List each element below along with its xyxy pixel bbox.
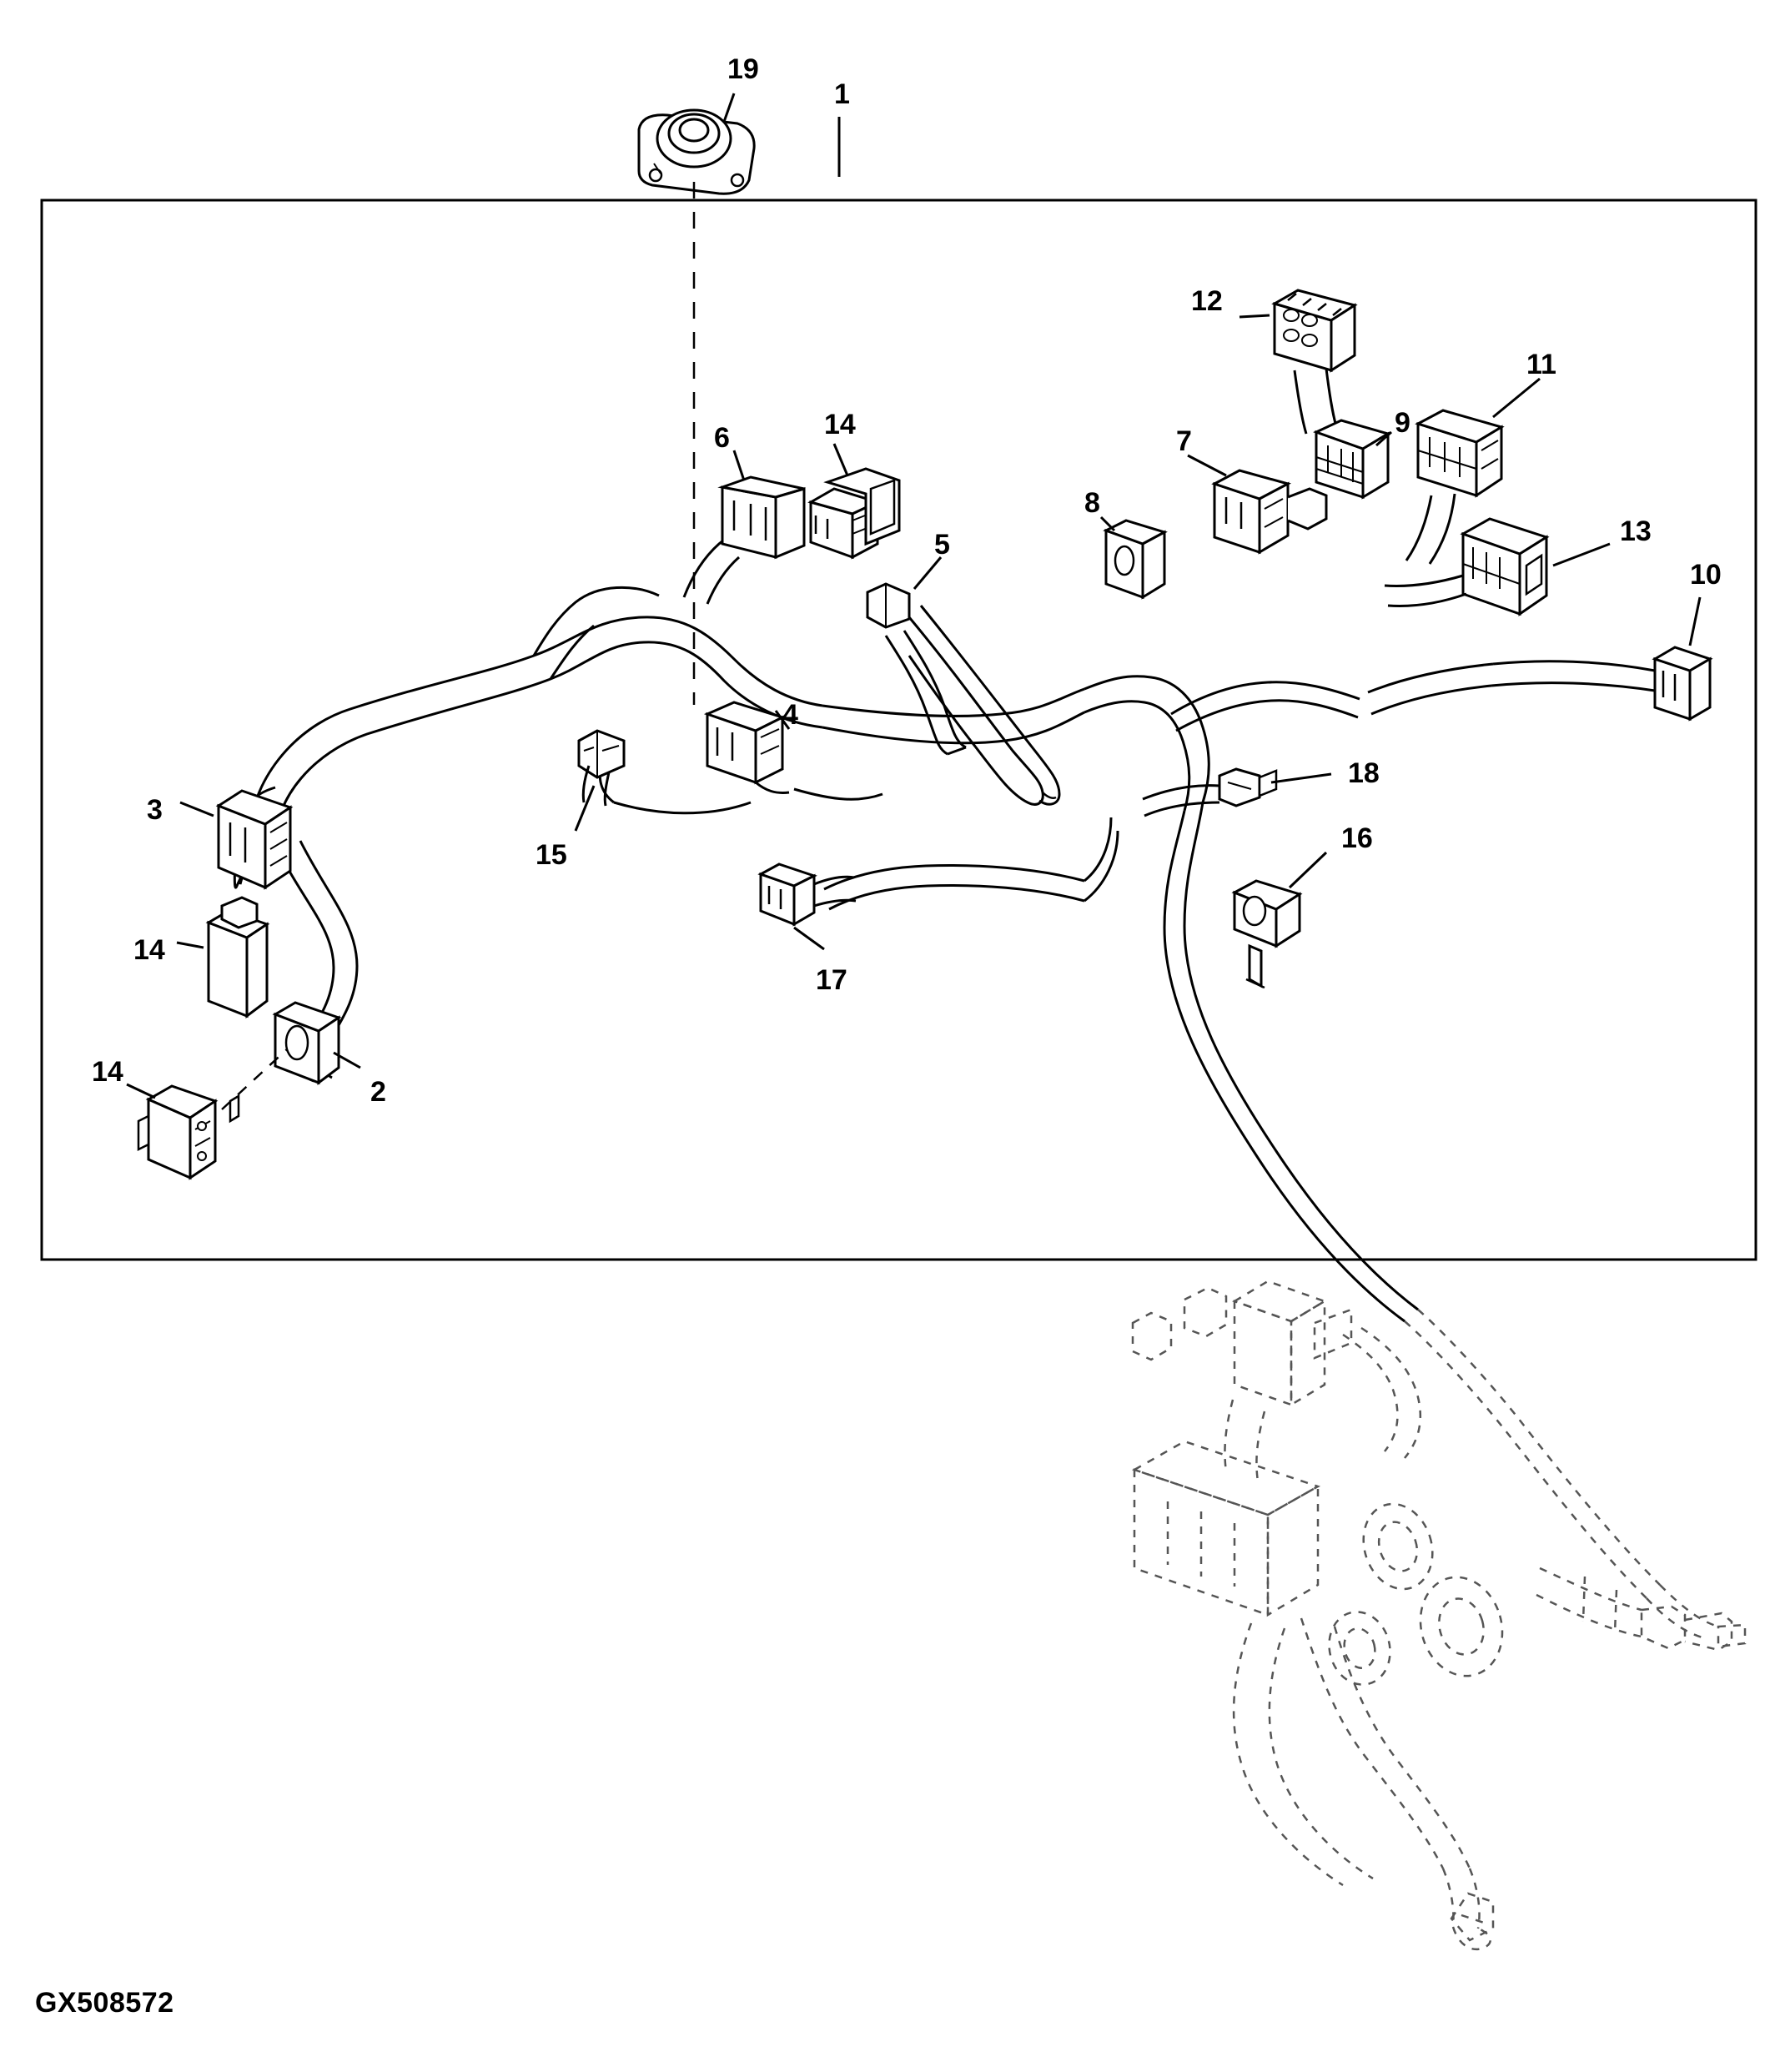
callout-14-upper: 14: [824, 409, 856, 440]
leader-line-16: [1290, 852, 1326, 888]
leader-line-6: [734, 450, 744, 480]
callout-10: 10: [1690, 559, 1722, 591]
blade-terminal: [1219, 769, 1276, 806]
leader-line-11: [1493, 379, 1540, 417]
callout-11: 11: [1526, 349, 1556, 380]
mid-relay-connector: [707, 702, 789, 793]
small-grid-connector: [1316, 420, 1388, 497]
callout-17: 17: [816, 964, 847, 996]
callout-2: 2: [370, 1076, 386, 1108]
leader-line-3: [180, 802, 214, 816]
callout-8: 8: [1084, 487, 1100, 519]
relay-socket-left: [722, 477, 804, 557]
leader-line-14-bottom: [127, 1084, 155, 1098]
clamp-sensor: [1234, 881, 1300, 988]
callout-12: 12: [1191, 285, 1223, 317]
callout-6: 6: [714, 422, 730, 454]
leader-line-18: [1271, 774, 1331, 782]
multi-cavity-connector: [1385, 519, 1546, 614]
round-socket-connector: [275, 1003, 339, 1083]
leader-line-10: [1690, 597, 1700, 646]
inline-fuse-holder: [867, 584, 1059, 804]
callout-1: 1: [834, 78, 850, 110]
callout-9: 9: [1395, 407, 1410, 439]
black-multi-pin-connector: [1275, 290, 1355, 434]
right-end-connector: [1368, 647, 1710, 719]
callout-15: 15: [536, 839, 567, 871]
callout-7: 7: [1176, 425, 1192, 457]
leader-line-15: [576, 786, 594, 831]
leader-line-14-lower: [177, 943, 204, 948]
leader-line-7: [1188, 455, 1226, 475]
left-relay-socket: [219, 791, 290, 888]
callout-14-bottom: 14: [92, 1056, 123, 1088]
callout-18: 18: [1348, 757, 1380, 789]
diagram-border: [42, 200, 1756, 1260]
relay-lower-left: [209, 898, 267, 1016]
leader-line-5: [914, 557, 941, 589]
callout-14-lower: 14: [133, 934, 165, 966]
callout-3: 3: [147, 794, 163, 826]
callout-5: 5: [934, 529, 950, 561]
phantom-chassis-outline: [1133, 1281, 1745, 1949]
round-sensor-top: [639, 110, 754, 194]
relay-bottom-left: [138, 1086, 239, 1178]
callout-13: 13: [1620, 515, 1652, 547]
leader-line-12: [1239, 315, 1270, 317]
small-cap-connector: [1106, 521, 1164, 597]
callout-19: 19: [727, 53, 759, 85]
two-pin-connector: [761, 864, 856, 924]
figure-code: GX508572: [35, 1987, 174, 2019]
clip-retainer: [579, 731, 624, 806]
relay-upper: [811, 469, 899, 557]
leader-line-14-upper: [834, 444, 847, 475]
leader-line-17: [794, 928, 824, 949]
callout-4: 4: [782, 699, 798, 731]
leader-line-13: [1553, 544, 1610, 566]
callout-16: 16: [1341, 822, 1373, 854]
four-pin-connector: [1214, 470, 1326, 552]
leader-line-19: [724, 93, 734, 122]
